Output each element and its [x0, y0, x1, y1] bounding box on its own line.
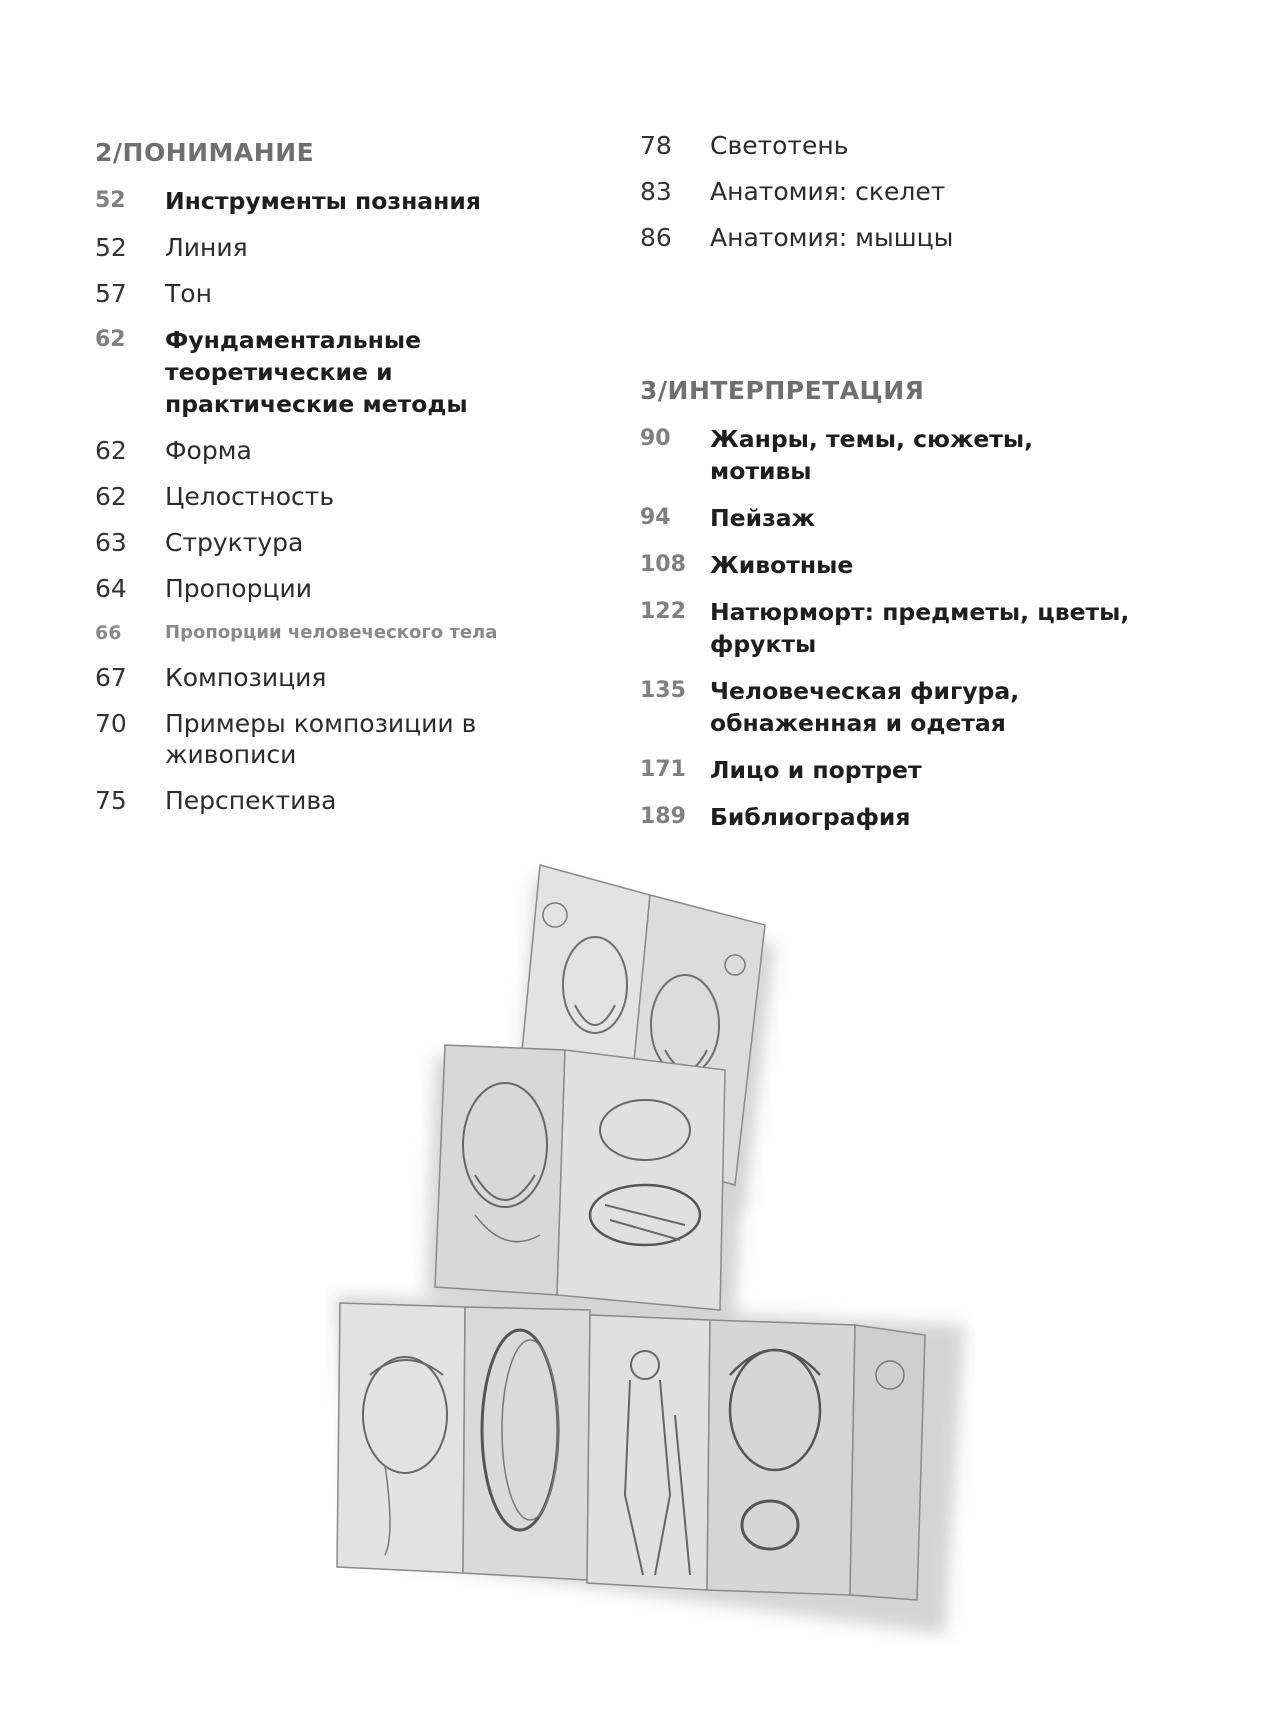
toc-page-number: 86	[640, 223, 672, 252]
toc-page-number: 135	[640, 678, 686, 703]
toc-page-number: 75	[95, 786, 127, 815]
toc-entry-title: Пропорции	[165, 574, 312, 603]
toc-entry[interactable]	[640, 130, 1200, 161]
toc-entry-title: Животные	[710, 551, 854, 579]
sketchbook-bottom	[337, 1303, 925, 1600]
toc-entry-title: Лицо и портрет	[710, 756, 922, 784]
toc-entry[interactable]	[95, 324, 615, 420]
toc-entry[interactable]	[640, 596, 1200, 660]
toc-page-number: 57	[95, 279, 127, 308]
toc-entry-title: Перспектива	[165, 786, 337, 815]
spacer	[640, 268, 1200, 368]
toc-entry[interactable]	[95, 527, 615, 558]
toc-entry[interactable]	[95, 785, 615, 816]
toc-entry-title: Анатомия: мышцы	[710, 223, 954, 252]
toc-entry[interactable]	[95, 708, 615, 770]
toc-right-column	[640, 130, 1200, 848]
toc-entry-title: Линия	[165, 233, 248, 262]
toc-entry[interactable]	[640, 423, 1200, 487]
toc-page-number: 108	[640, 552, 686, 577]
toc-entry-title: Примеры композиции в живописи	[165, 709, 477, 769]
toc-entry-title: Пейзаж	[710, 504, 815, 532]
section-heading-understanding: 2/ПОНИМАНИЕ	[95, 138, 315, 167]
toc-page-number: 62	[95, 436, 127, 465]
toc-left-column	[95, 130, 615, 831]
toc-page-number: 52	[95, 188, 126, 213]
toc-page-number: 189	[640, 804, 686, 829]
toc-entry-title: Жанры, темы, сюжеты, мотивы	[710, 425, 1034, 485]
toc-entry-title: Фундаментальные теоретические и практические методы	[165, 326, 468, 418]
toc-entry-title: Натюрморт: предметы, цветы, фрукты	[710, 598, 1130, 658]
toc-entry-title: Пропорции человеческого тела	[165, 622, 498, 643]
toc-entry[interactable]	[95, 185, 615, 217]
toc-page-number: 90	[640, 426, 671, 451]
toc-entry-title: Композиция	[165, 663, 327, 692]
toc-page-number: 94	[640, 505, 671, 530]
toc-entry[interactable]	[95, 435, 615, 466]
toc-page-number: 70	[95, 709, 127, 738]
toc-page-number: 64	[95, 574, 127, 603]
toc-entry-title: Структура	[165, 528, 304, 557]
sketchbook-middle	[435, 1045, 725, 1310]
toc-entry[interactable]	[640, 675, 1200, 739]
toc-entry-title: Библиография	[710, 803, 911, 831]
toc-entry-title: Тон	[165, 279, 212, 308]
toc-page-number: 52	[95, 233, 127, 262]
toc-entry[interactable]	[95, 232, 615, 263]
toc-entry-title: Инструменты познания	[165, 187, 481, 215]
toc-entry[interactable]	[95, 278, 615, 309]
toc-entry[interactable]	[640, 502, 1200, 534]
toc-entry[interactable]	[640, 801, 1200, 833]
toc-entry-title: Анатомия: скелет	[710, 177, 946, 206]
sketchbooks-drawing	[325, 855, 975, 1645]
toc-entry[interactable]	[95, 662, 615, 693]
section-heading-interpretation: 3/ИНТЕРПРЕТАЦИЯ	[640, 376, 925, 405]
toc-entry-title: Светотень	[710, 131, 849, 160]
toc-entry-title: Человеческая фигура, обнаженная и одетая	[710, 677, 1020, 737]
toc-entry-title: Целостность	[165, 482, 335, 511]
toc-entry[interactable]	[640, 176, 1200, 207]
toc-entry[interactable]	[640, 222, 1200, 253]
toc-page-number: 83	[640, 177, 672, 206]
toc-page-number: 66	[95, 622, 122, 644]
toc-page-number: 63	[95, 528, 127, 557]
toc-entry-title: Форма	[165, 436, 252, 465]
toc-subentry[interactable]	[95, 619, 615, 647]
toc-page-number: 171	[640, 757, 686, 782]
toc-entry[interactable]	[640, 549, 1200, 581]
toc-page-number: 78	[640, 131, 672, 160]
toc-page-number: 62	[95, 327, 126, 352]
toc-page-number: 67	[95, 663, 127, 692]
toc-page-number: 62	[95, 482, 127, 511]
toc-entry[interactable]	[95, 481, 615, 512]
toc-entry[interactable]	[640, 754, 1200, 786]
toc-page-number: 122	[640, 599, 686, 624]
sketchbooks-illustration	[325, 855, 975, 1645]
toc-entry[interactable]	[95, 573, 615, 604]
